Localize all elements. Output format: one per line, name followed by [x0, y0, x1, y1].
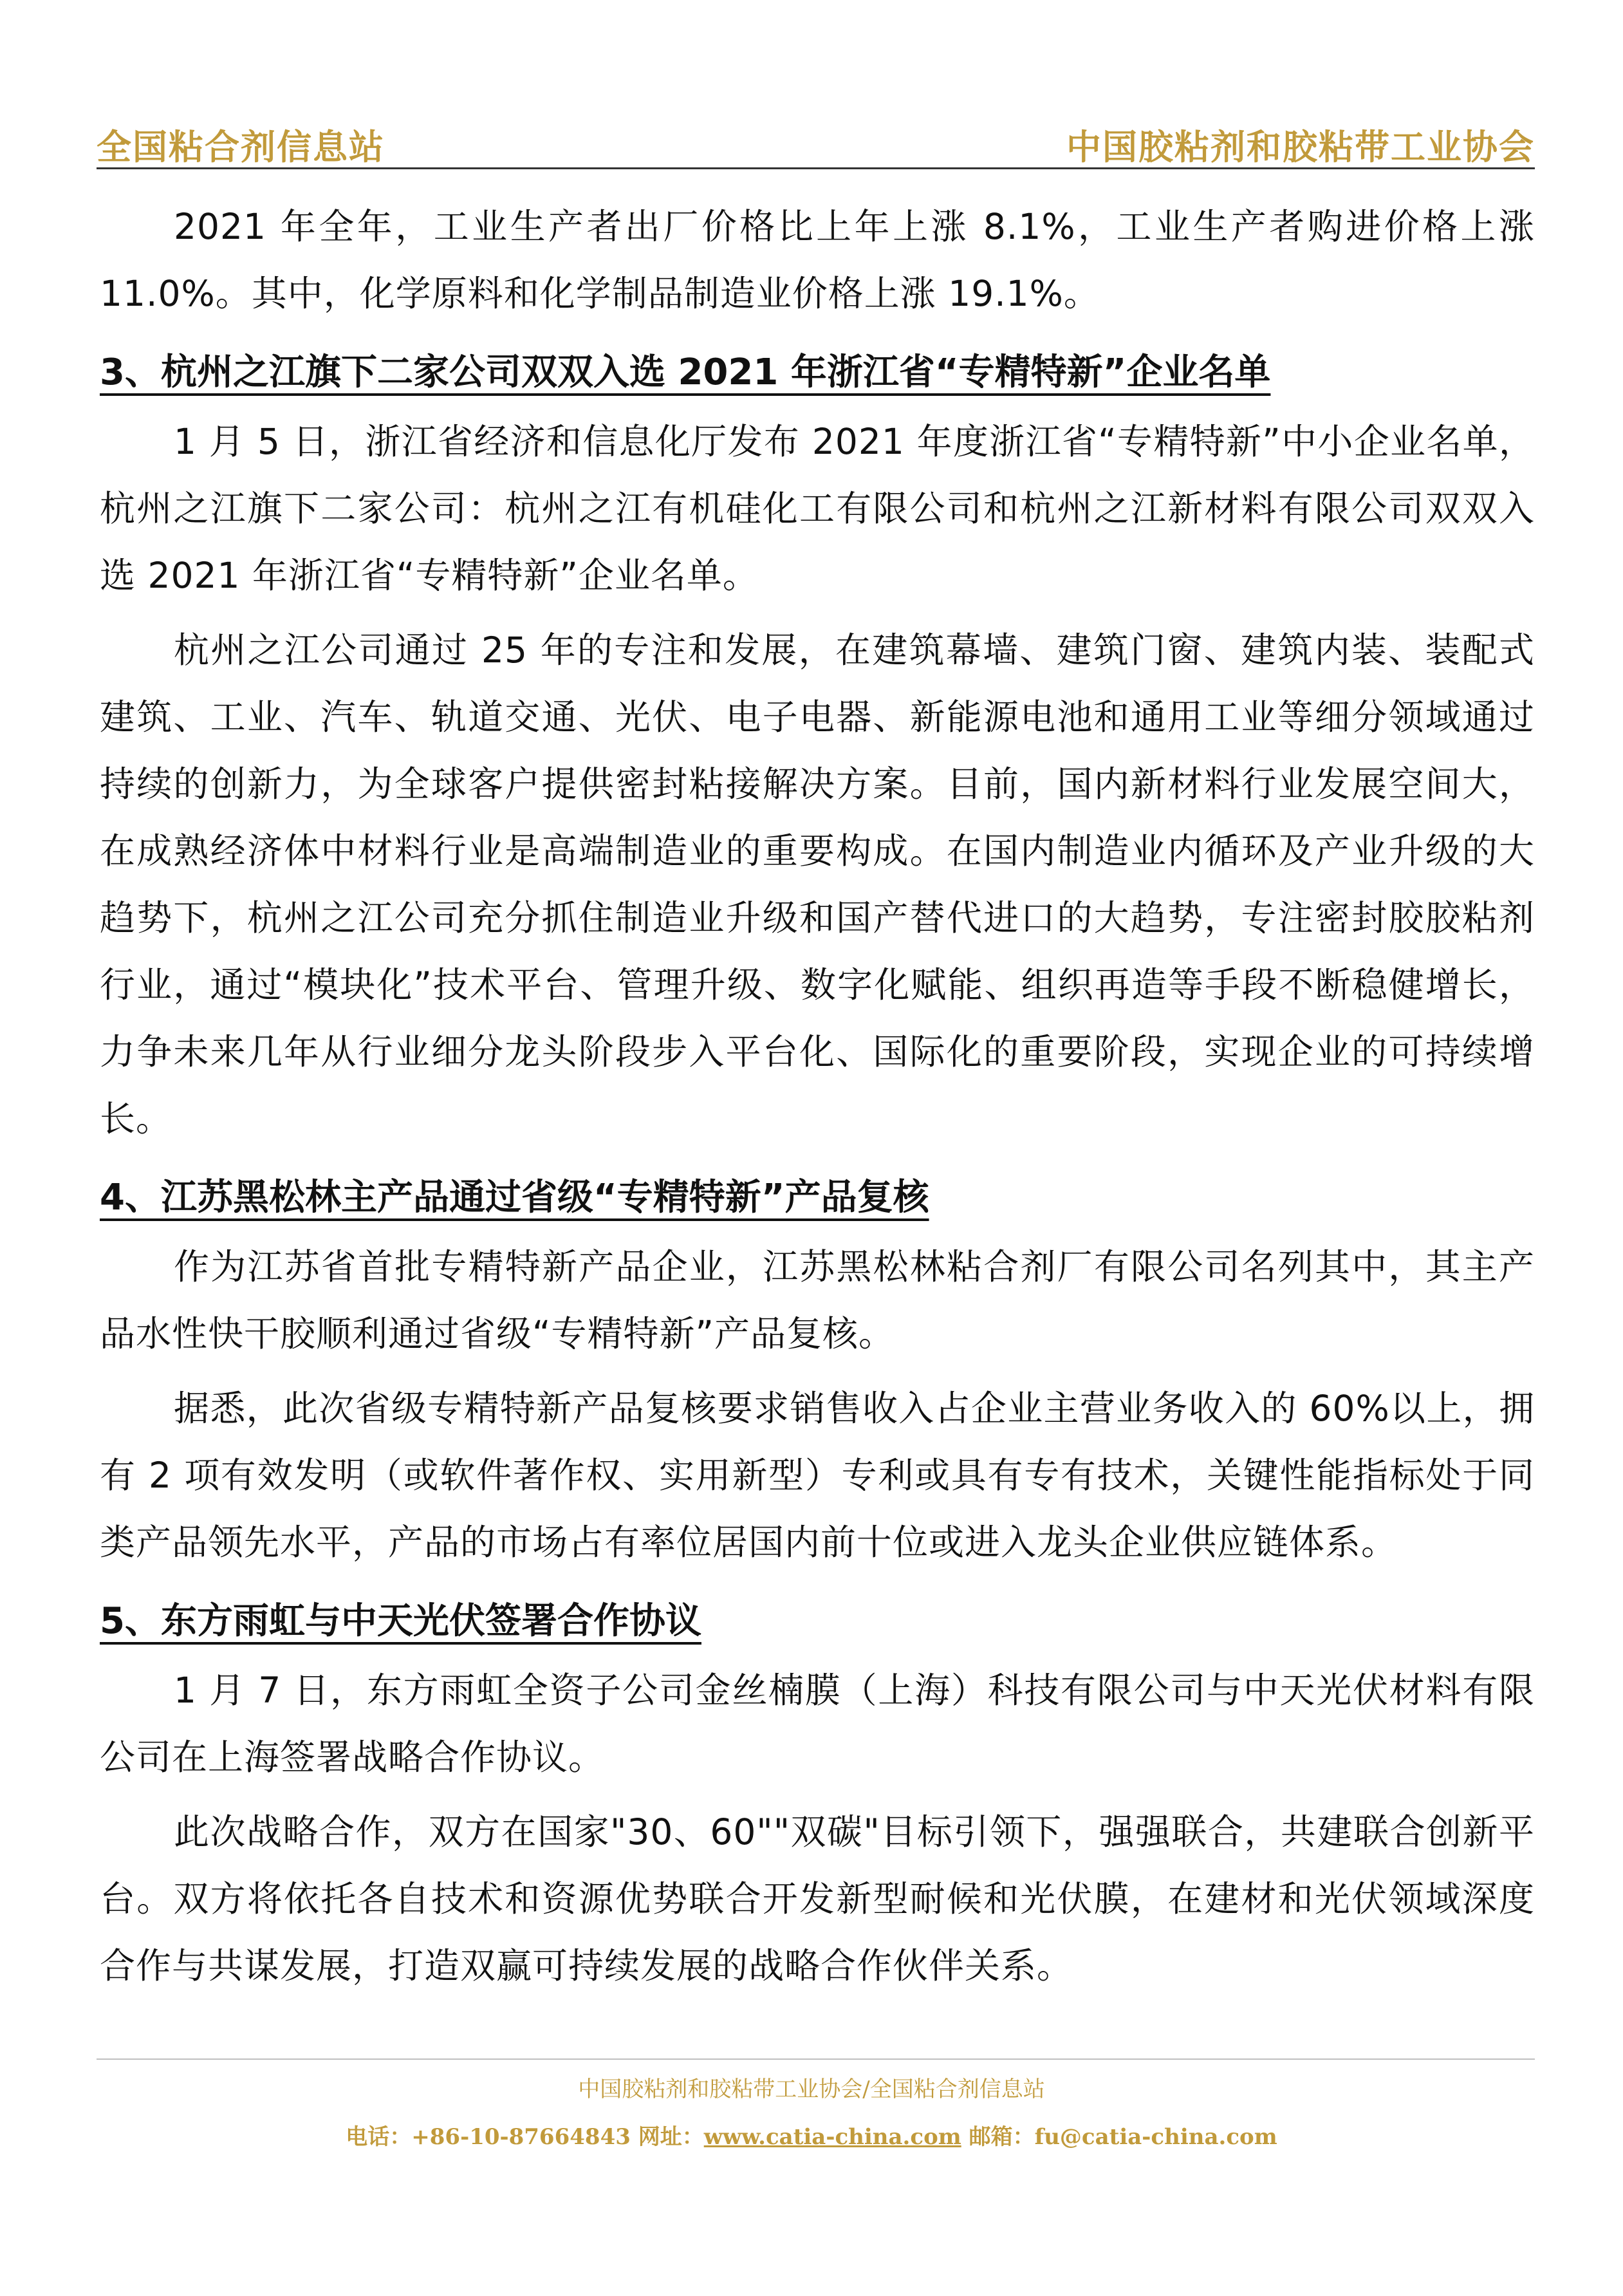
paragraph-5b: 此次战略合作，双方在国家"30、60""双碳"目标引领下，强强联合，共建联合创新平台。双方将依托各自技术和资源优势联合开发新型耐候和光伏膜，在建材和光伏领域深度合作与共谋发展，打造双赢可持续发展的战略合作伙伴关系。 [100, 1811, 1535, 1986]
footer-website-link[interactable]: www.catia-china.com [703, 2124, 961, 2150]
footer-site-label: 网址： [638, 2124, 704, 2150]
footer-divider [97, 2058, 1535, 2060]
paragraph-4a: 作为江苏省首批专精特新产品企业，江苏黑松林粘合剂厂有限公司名列其中，其主产品水性快干胶顺利通过省级“专精特新”产品复核。 [100, 1246, 1535, 1354]
document-body [100, 193, 1535, 2007]
page-header [97, 108, 1535, 169]
footer-organization: 中国胶粘剂和胶粘带工业协会/全国粘合剂信息站 [578, 2077, 1045, 2102]
header-right-title: 中国胶粘剂和胶粘带工业协会 [1066, 126, 1535, 167]
paragraph-3b: 杭州之江公司通过 25 年的专注和发展，在建筑幕墙、建筑门窗、建筑内装、装配式建筑、工业、汽车、轨道交通、光伏、电子电器、新能源电池和通用工业等细分领域通过持续的创新力，为全球客户提供密封粘接解决方案。目前，国内新材料行业发展空间大，在成熟经济体中材料行业是高端制造业的重要构成。在国内制造业内循环及产业升级的大趋势下，杭州之江公司充分抓住制造业升级和国产替代进口的大趋势，专注密封胶胶粘剂行业，通过“模块化”技术平台、管理升级、数字化赋能、组织再造等手段不断稳健增长，力争未来几年从行业细分龙头阶段步入平台化、国际化的重要阶段，实现企业的可持续增长。 [100, 630, 1535, 1139]
paragraph-3a: 1 月 5 日，浙江省经济和信息化厅发布 2021 年度浙江省“专精特新”中小企业名单，杭州之江旗下二家公司：杭州之江有机硅化工有限公司和杭州之江新材料有限公司双双入选 2021 年浙江省“专精特新”企业名单。 [100, 421, 1535, 596]
footer-phone: 电话：+86-10-87664843 [346, 2124, 631, 2150]
section-heading-3: 3、杭州之江旗下二家公司双双入选 2021 年浙江省“专精特新”企业名单 [100, 351, 1271, 393]
footer-contact [0, 2119, 1623, 2151]
section-heading-4: 4、江苏黑松林主产品通过省级“专精特新”产品复核 [100, 1177, 929, 1218]
header-left-title: 全国粘合剂信息站 [97, 126, 385, 167]
footer-email: fu@catia-china.com [1034, 2124, 1277, 2150]
paragraph-price-index: 2021 年全年，工业生产者出厂价格比上年上涨 8.1%，工业生产者购进价格上涨 11.0%。其中，化学原料和化学制品制造业价格上涨 19.1%。 [100, 206, 1535, 314]
paragraph-4b: 据悉，此次省级专精特新产品复核要求销售收入占企业主营业务收入的 60%以上，拥有 2 项有效发明（或软件著作权、实用新型）专利或具有专有技术，关键性能指标处于同类产品领先水平，产品的市场占有率位居国内前十位或进入龙头企业供应链体系。 [100, 1388, 1535, 1563]
paragraph-5a: 1 月 7 日，东方雨虹全资子公司金丝楠膜（上海）科技有限公司与中天光伏材料有限公司在上海签署战略合作协议。 [100, 1670, 1535, 1778]
section-heading-5: 5、东方雨虹与中天光伏签署合作协议 [100, 1600, 701, 1642]
footer-email-label: 邮箱： [969, 2124, 1035, 2150]
